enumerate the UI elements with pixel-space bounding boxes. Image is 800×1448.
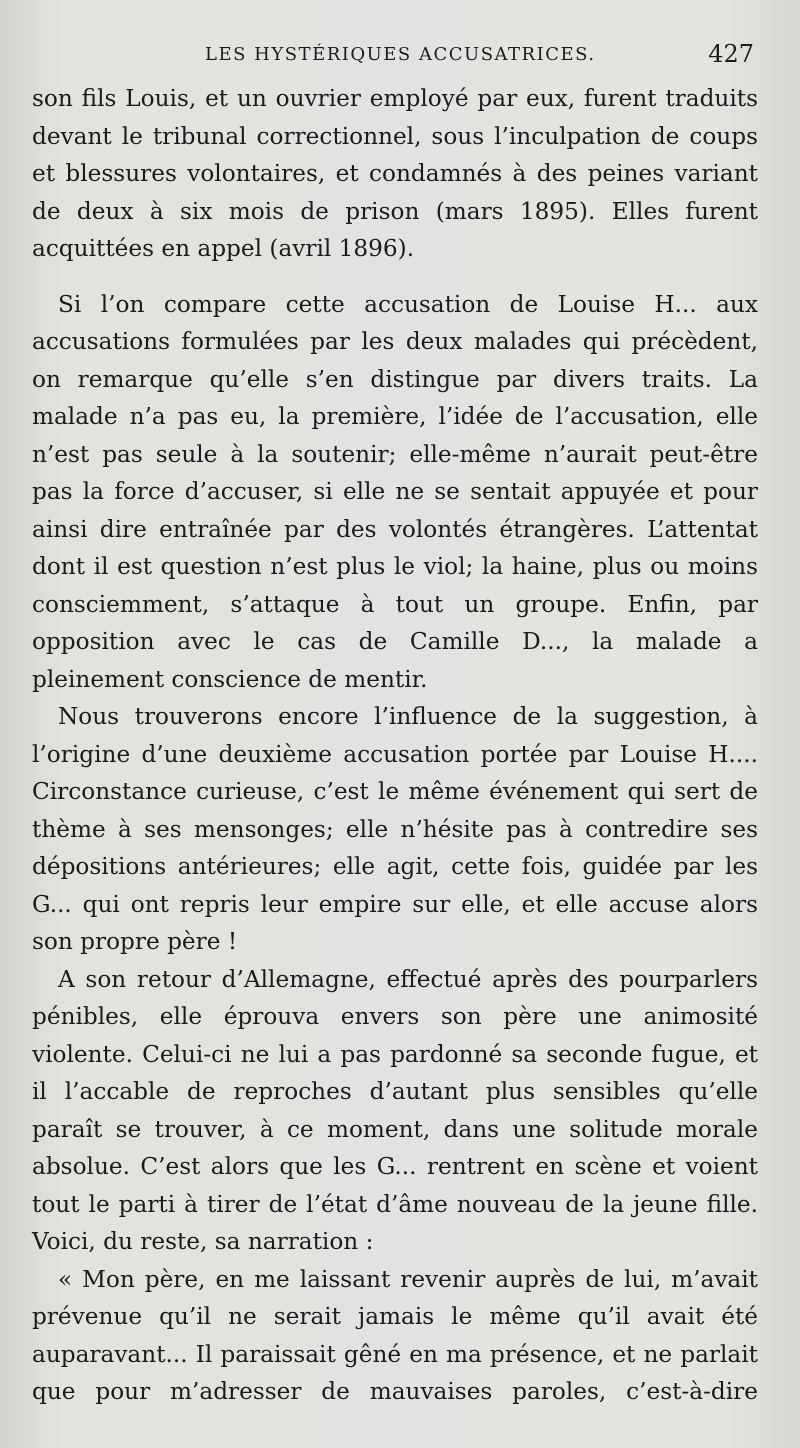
page-header	[0, 40, 800, 74]
paragraph-1: son fils Louis, et un ouvrier employé par eux, furent traduits devant le tribunal correctionnel, sous l’inculpation de coups et blessures volontaires, et condamnés à des peines variant de deux à six mois de prison (mars 1895). Elles furent acquittées en appel (avril 1896).	[32, 85, 758, 262]
paragraph-4: A son retour d’Allemagne, effectué après des pourparlers pénibles, elle éprouva envers son père une animosité violente. Celui-ci ne lui a pas pardonné sa seconde fugue, et il l’accable de reproches d’autant plus sensibles qu’elle paraît se trouver, à ce moment, dans une solitude morale absolue. C’est alors que les G... rentrent en scène et voient tout le parti à tirer de l’état d’âme nouveau de la jeune fille. Voici, du reste, sa narration :	[32, 965, 758, 1255]
paragraph-3: Nous trouverons encore l’influence de la suggestion, à l’origine d’une deuxième accusation portée par Louise H.... Circonstance curieuse, c’est le même événement qui sert de thème à ses mensonges; elle n’hésite pas à contredire ses dépositions antérieures; elle agit, cette fois, guidée par les G... qui ont repris leur empire sur elle, et elle accuse alors son propre père !	[32, 703, 758, 955]
body-text	[32, 80, 758, 1411]
paragraph-5: « Mon père, en me laissant revenir auprès de lui, m’avait prévenue qu’il ne serait jamais le même qu’il avait été auparavant... Il paraissait gêné en ma présence, et ne parlait que pour m’adresser de mauvaises paroles, c’est-à-dire	[32, 1265, 758, 1405]
page-number: 427	[708, 40, 754, 68]
paragraph-2: Si l’on compare cette accusation de Louise H... aux accusations formulées par les deux malades qui précèdent, on remarque qu’elle s’en distingue par divers traits. La malade n’a pas eu, la première, l’idée de l’accusation, elle n’est pas seule à la soutenir; elle-même n’aurait peut-être pas la force d’accuser, si elle ne se sentait appuyée et pour ainsi dire entraînée par des volontés étrangères. L’attentat dont il est question n’est plus le viol; la haine, plus ou moins consciemment, s’attaque à tout un groupe. Enfin, par opposition avec le cas de Camille D..., la malade a pleinement conscience de mentir.	[32, 290, 758, 693]
running-title: LES HYSTÉRIQUES ACCUSATRICES.	[205, 44, 596, 65]
